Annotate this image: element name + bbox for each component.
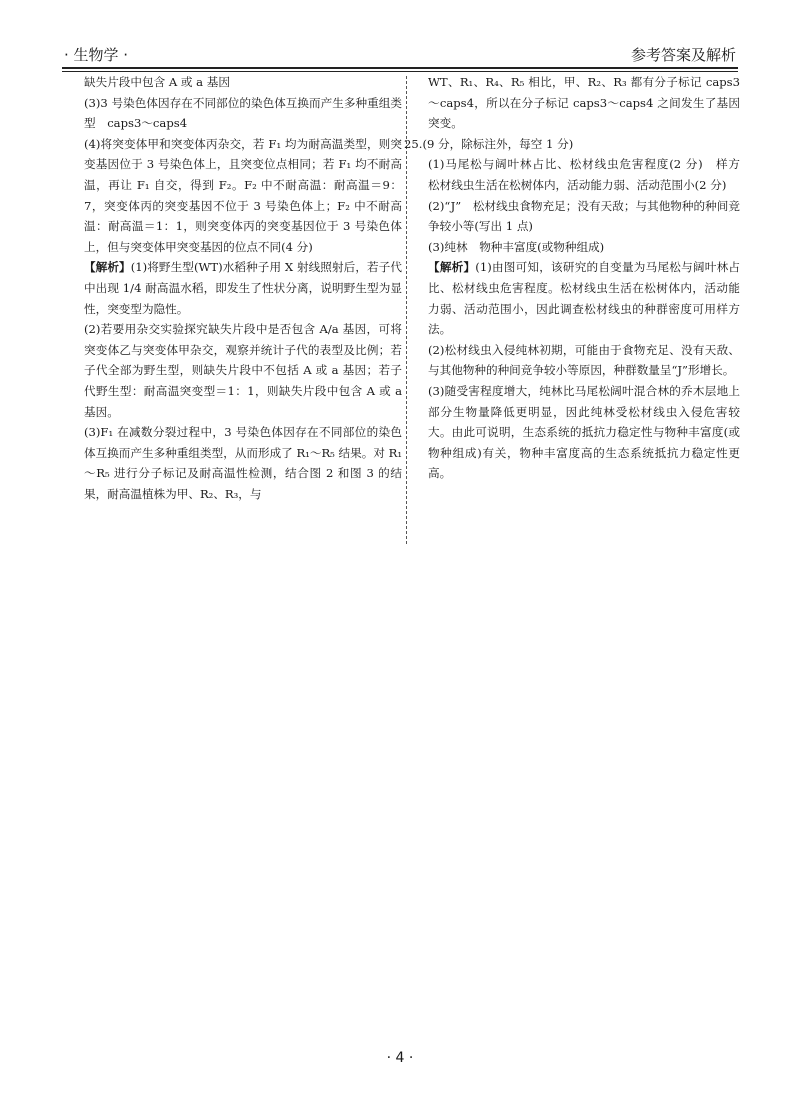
- page-header: [62, 44, 738, 66]
- paragraph: (3)纯林 物种丰富度(或物种组成): [428, 239, 605, 254]
- paragraph: (2)若要用杂交实验探究缺失片段中是否包含 A/a 基因，可将突变体乙与突变体甲杂交，观察并统计子代的表型及比例；若子代全部为野生型，则缺失片段中不包括 A 或 a 基因；若子代野生型：耐高温突变型＝1：1，则缺失片段中包含 A 或 a 基因。: [84, 322, 402, 419]
- explanation-marker: 【解析】: [428, 260, 476, 275]
- paragraph: (3)F₁ 在减数分裂过程中，3 号染色体因存在不同部位的染色体互换而产生多种重组类型，从而形成了 R₁～R₅ 结果。对 R₁～R₅ 进行分子标记及耐高温性检测，结合图 2 和图 3 的结果，耐高温植株为甲、R₂、R₃，与: [84, 425, 402, 501]
- paragraph: WT、R₁、R₄、R₅ 相比，甲、R₂、R₃ 都有分子标记 caps3～caps4，所以在分子标记 caps3～caps4 之间发生了基因突变。: [428, 75, 740, 131]
- left-column: [84, 72, 402, 504]
- page-number: · 4 ·: [386, 1050, 414, 1066]
- subject-title: · 生物学 ·: [64, 46, 129, 64]
- paragraph: (4)将突变体甲和突变体丙杂交，若 F₁ 均为耐高温类型，则突变基因位于 3 号染色体上，且突变位点相同；若 F₁ 均不耐高温，再让 F₁ 自交，得到 F₂。F₂ 中不耐高温：耐高温＝9：7，突变体丙的突变基因不位于 3 号染色体上；F₂ 中不耐高温：耐高温＝1：1，则突变体丙的突变基因位于 3 号染色体上，但与突变体甲突变基因的位点不同(4 分): [84, 136, 402, 254]
- paragraph: (2)松材线虫入侵纯林初期，可能由于食物充足、没有天敌、与其他物种的种间竞争较小等原因，种群数量呈“J”形增长。: [428, 342, 740, 378]
- explanation-marker: 【解析】: [84, 260, 131, 275]
- explanation-paragraph: 【解析】(1)由图可知，该研究的自变量为马尾松与阔叶林占比、松材线虫危害程度。松材线虫生活在松树体内，活动能力弱、活动范围小，因此调查松材线虫的种群密度可用样方法。: [428, 260, 740, 337]
- header-rule-thick: [62, 67, 738, 69]
- right-column: [404, 72, 752, 484]
- explanation-paragraph: 【解析】(1)将野生型(WT)水稻种子用 X 射线照射后，若子代中出现 1/4 耐高温水稻，即发生了性状分离，说明野生型为显性，突变型为隐性。: [84, 260, 402, 316]
- paragraph: (3)随受害程度增大，纯林比马尾松阔叶混合林的乔木层地上部分生物量降低更明显，因此纯林受松材线虫入侵危害较大。由此可说明，生态系统的抵抗力稳定性与物种丰富度(或物种组成)有关，物种丰富度高的生态系统抵抗力稳定性更高。: [428, 383, 740, 481]
- paragraph: 缺失片段中包含 A 或 a 基因: [84, 75, 230, 89]
- section-title: 参考答案及解析: [630, 46, 736, 64]
- paragraph: (1)马尾松与阔叶林占比、松材线虫危害程度(2 分) 样方 松材线虫生活在松树体内，活动能力弱、活动范围小(2 分): [428, 157, 752, 192]
- question-heading: 25.(9 分，除标注外，每空 1 分): [404, 136, 574, 151]
- paragraph: (2)“J” 松材线虫食物充足；没有天敌；与其他物种的种间竞争较小等(写出 1 点): [428, 198, 740, 234]
- paragraph: (3)3 号染色体因存在不同部位的染色体互换而产生多种重组类型 caps3～caps4: [84, 95, 402, 131]
